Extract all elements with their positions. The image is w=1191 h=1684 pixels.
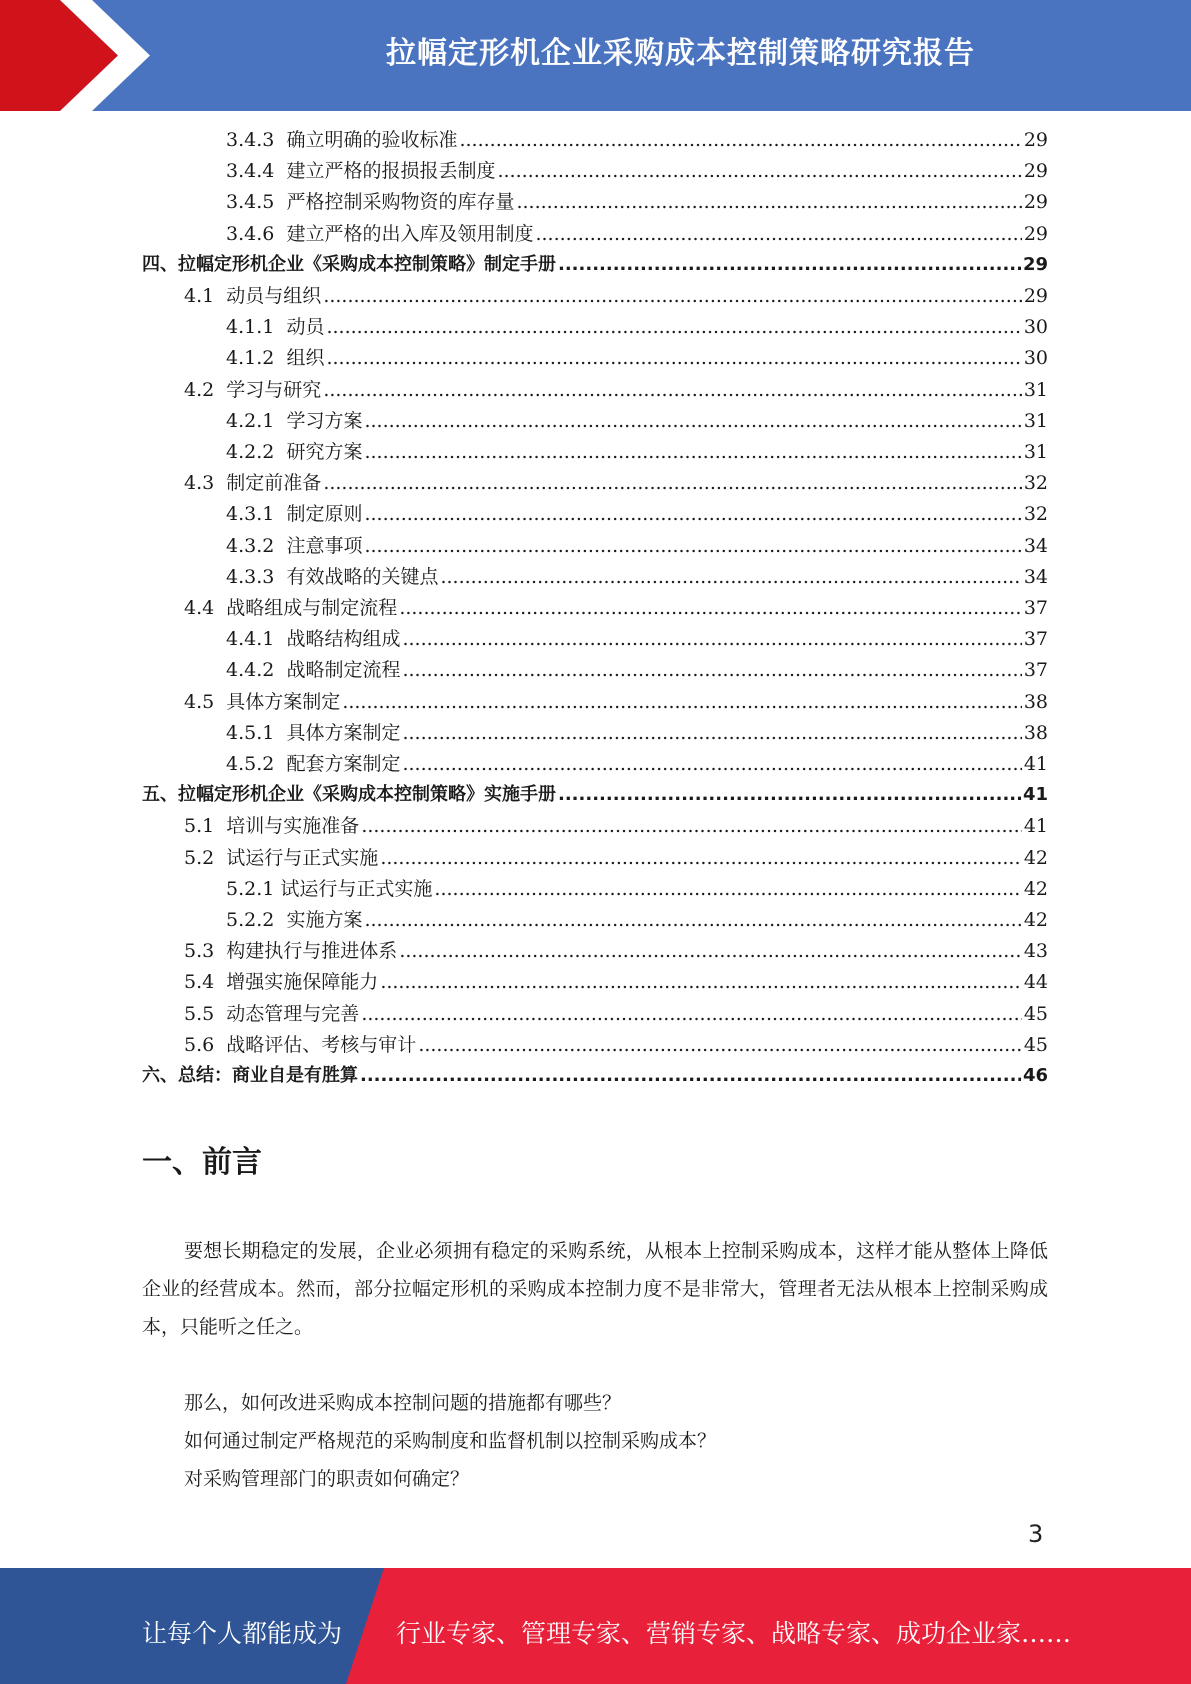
toc-item[interactable] [226,563,1048,591]
toc-item[interactable] [226,625,1048,653]
toc-number: 5.3 [184,940,227,962]
toc-item[interactable] [184,594,1048,622]
toc-page: 29 [1023,285,1048,307]
toc-page: 32 [1023,472,1048,494]
toc-page: 38 [1023,722,1048,744]
toc-item[interactable] [184,469,1048,497]
toc-number: 4.3.1 [226,503,287,525]
toc-title: 战略组成与制定流程 [226,597,398,619]
toc-page: 29 [1022,254,1048,275]
toc-title: 构建执行与推进体系 [226,940,398,962]
toc-item[interactable] [184,812,1048,840]
toc-title: 研究方案 [286,441,363,463]
toc-title: 战略结构组成 [286,628,401,650]
toc-item[interactable] [184,937,1048,965]
toc-leader-dots [402,750,1021,778]
toc-page: 42 [1023,847,1048,869]
toc-item[interactable] [184,844,1048,872]
toc-leader-dots [364,500,1021,528]
toc-page: 29 [1023,191,1048,213]
page-number: 3 [1028,1520,1044,1548]
toc-item[interactable] [184,282,1048,310]
toc-chapter[interactable] [142,1062,1048,1090]
toc-number: 4.1 [184,285,227,307]
section-heading: 一、前言 [142,1145,262,1180]
toc-page: 30 [1023,316,1048,338]
toc-number: 4.3 [184,472,227,494]
question-line: 对采购管理部门的职责如何确定？ [184,1468,470,1490]
toc-number: 5.2.1 [226,878,281,900]
toc-item[interactable] [184,968,1048,996]
toc-title: 具体方案制定 [286,722,401,744]
toc-page: 38 [1023,691,1048,713]
toc-leader-dots [380,844,1022,872]
toc-number: 5.6 [184,1034,227,1056]
toc-page: 41 [1022,784,1048,805]
toc-leader-dots [418,1031,1022,1059]
toc-page: 41 [1023,815,1048,837]
toc-leader-dots [399,937,1022,965]
header-chevron-decoration [0,0,160,111]
toc-leader-dots [380,968,1022,996]
toc-item[interactable] [226,906,1048,934]
toc-title: 增强实施保障能力 [226,971,379,993]
question-line: 如何通过制定严格规范的采购制度和监督机制以控制采购成本？ [184,1430,717,1452]
toc-page: 45 [1023,1003,1048,1025]
toc-item[interactable] [226,126,1048,154]
toc-item[interactable] [226,220,1048,248]
toc-number: 3.4.6 [226,223,287,245]
toc-page: 31 [1023,410,1048,432]
toc-item[interactable] [226,438,1048,466]
toc-number: 3.4.5 [226,191,287,213]
toc-item[interactable] [226,750,1048,778]
toc-leader-dots [364,532,1021,560]
toc-leader-dots [459,126,1021,154]
toc-leader-dots [535,220,1021,248]
toc-item[interactable] [226,719,1048,747]
toc-page: 42 [1023,878,1048,900]
page-header [0,0,1191,111]
toc-item[interactable] [226,656,1048,684]
toc-page: 46 [1022,1065,1048,1086]
toc-title: 学习与研究 [226,379,322,401]
toc-leader-dots [434,875,1021,903]
toc-leader-dots [323,469,1022,497]
body-paragraph: 要想长期稳定的发展，企业必须拥有稳定的采购系统，从根本上控制采购成本，这样才能从整体上降低企业的经营成本。然而，部分拉幅定形机的采购成本控制力度不是非常大，管理者无法从根本上控制采购成本，只能听之任之。 [142,1240,1048,1338]
toc-page: 37 [1023,659,1048,681]
toc-number: 3.4.4 [226,160,287,182]
toc-title: 动员与组织 [226,285,322,307]
toc-leader-dots [326,344,1021,372]
toc-item[interactable] [226,313,1048,341]
toc-title: 学习方案 [286,410,363,432]
toc-page: 42 [1023,909,1048,931]
toc-title: 确立明确的验收标准 [286,129,458,151]
toc-title: 六、总结：商业自是有胜算 [142,1065,358,1086]
toc-leader-dots [516,188,1021,216]
toc-leader-dots [364,906,1021,934]
toc-number: 5.2.2 [226,909,287,931]
header-title: 拉幅定形机企业采购成本控制策略研究报告 [386,36,975,71]
toc-page: 29 [1023,160,1048,182]
toc-leader-dots [402,625,1021,653]
toc-page: 45 [1023,1034,1048,1056]
toc-number: 4.5 [184,691,227,713]
toc-number: 4.5.1 [226,722,287,744]
toc-leader-dots [558,251,1021,279]
toc-page: 41 [1023,753,1048,775]
toc-number: 5.5 [184,1003,227,1025]
toc-chapter[interactable] [142,251,1048,279]
toc-number: 4.1.2 [226,347,287,369]
toc-item[interactable] [226,188,1048,216]
toc-title: 组织 [286,347,325,369]
toc-number: 4.5.2 [226,753,287,775]
toc-page: 34 [1023,566,1048,588]
toc-item[interactable] [226,532,1048,560]
footer-slogan-right: 行业专家、管理专家、营销专家、战略专家、成功企业家…… [396,1619,1072,1648]
toc-chapter[interactable] [142,781,1048,809]
toc-item[interactable] [226,344,1048,372]
toc-page: 31 [1023,379,1048,401]
toc-number: 4.4.1 [226,628,287,650]
footer-slogan-left: 让每个人都能成为 [142,1619,343,1648]
toc-leader-dots [342,688,1022,716]
toc-page: 32 [1023,503,1048,525]
toc-leader-dots [323,282,1022,310]
toc-number: 5.1 [184,815,227,837]
toc-leader-dots [402,656,1021,684]
toc-number: 4.4 [184,597,227,619]
toc-title: 四、拉幅定形机企业《采购成本控制策略》制定手册 [142,254,556,275]
toc-item[interactable] [184,1031,1048,1059]
toc-title: 五、拉幅定形机企业《采购成本控制策略》实施手册 [142,784,556,805]
toc-title: 实施方案 [286,909,363,931]
toc-title: 制定前准备 [226,472,322,494]
toc-number: 4.3.3 [226,566,287,588]
toc-leader-dots [440,563,1021,591]
toc-leader-dots [360,1062,1021,1090]
toc-leader-dots [326,313,1021,341]
toc-leader-dots [402,719,1021,747]
toc-leader-dots [361,812,1022,840]
toc-title: 战略制定流程 [286,659,401,681]
toc-number: 5.4 [184,971,227,993]
toc-leader-dots [558,781,1021,809]
toc-number: 3.4.3 [226,129,287,151]
toc-leader-dots [361,1000,1022,1028]
toc-title: 制定原则 [286,503,363,525]
toc-title: 严格控制采购物资的库存量 [286,191,515,213]
question-line: 那么，如何改进采购成本控制问题的措施都有哪些？ [184,1392,622,1414]
toc-number: 4.2.1 [226,410,287,432]
toc-page: 29 [1023,129,1048,151]
toc-item[interactable] [226,157,1048,185]
toc-title: 建立严格的出入库及领用制度 [286,223,534,245]
toc-title: 注意事项 [286,535,363,557]
toc-page: 43 [1023,940,1048,962]
toc-page: 29 [1023,223,1048,245]
toc-number: 5.2 [184,847,227,869]
toc-title: 试运行与正式实施 [226,847,379,869]
toc-title: 动态管理与完善 [226,1003,360,1025]
toc-leader-dots [364,438,1021,466]
toc-leader-dots [399,594,1022,622]
toc-page: 37 [1023,597,1048,619]
toc-title: 有效战略的关键点 [286,566,439,588]
toc-item[interactable] [184,376,1048,404]
toc-item[interactable] [226,407,1048,435]
toc-title: 建立严格的报损报丢制度 [286,160,496,182]
toc-page: 30 [1023,347,1048,369]
toc-number: 4.3.2 [226,535,287,557]
toc-title: 配套方案制定 [286,753,401,775]
toc-item[interactable] [226,875,1048,903]
toc-number: 4.2.2 [226,441,287,463]
toc-leader-dots [497,157,1021,185]
toc-page: 34 [1023,535,1048,557]
toc-leader-dots [323,376,1022,404]
toc-number: 4.2 [184,379,227,401]
toc-item[interactable] [226,500,1048,528]
toc-page: 44 [1023,971,1048,993]
toc-page: 37 [1023,628,1048,650]
toc-number: 4.1.1 [226,316,287,338]
toc-title: 具体方案制定 [226,691,341,713]
toc-item[interactable] [184,688,1048,716]
toc-leader-dots [364,407,1021,435]
toc-title: 培训与实施准备 [226,815,360,837]
toc-title: 动员 [286,316,325,338]
toc-title: 试运行与正式实施 [280,878,433,900]
toc-number: 4.4.2 [226,659,287,681]
toc-page: 31 [1023,441,1048,463]
toc-title: 战略评估、考核与审计 [226,1034,417,1056]
toc-item[interactable] [184,1000,1048,1028]
